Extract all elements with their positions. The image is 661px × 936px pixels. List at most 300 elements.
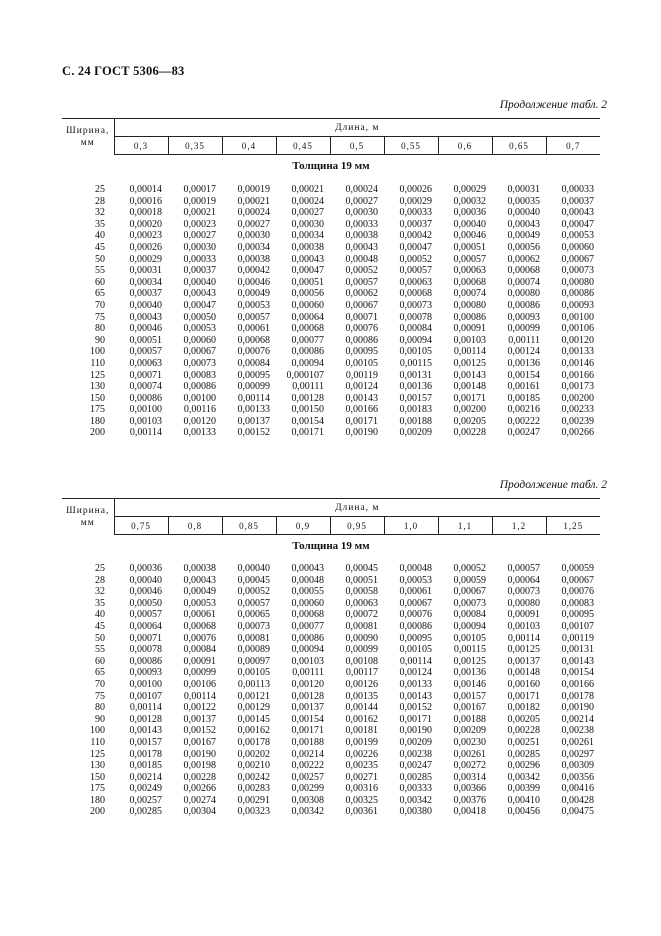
volume-cell: 0,00178 <box>237 736 270 748</box>
volume-cell: 0,00036 <box>453 207 486 219</box>
volume-cell: 0,00119 <box>561 632 594 644</box>
volume-cell: 0,00034 <box>291 230 324 242</box>
table-row <box>62 312 600 324</box>
table-row <box>62 783 600 795</box>
volume-cell: 0,00122 <box>183 702 216 714</box>
volume-cell: 0,00068 <box>453 276 486 288</box>
volume-cell: 0,00091 <box>183 655 216 667</box>
volume-cell: 0,00235 <box>345 760 378 772</box>
volume-cell: 0,00083 <box>183 369 216 381</box>
width-cell: 50 <box>95 253 105 265</box>
volume-cell: 0,00073 <box>399 299 432 311</box>
volume-cell: 0,00040 <box>453 218 486 230</box>
volume-cell: 0,00086 <box>345 334 378 346</box>
volume-cell: 0,00016 <box>129 195 162 207</box>
volume-cell: 0,00073 <box>237 620 270 632</box>
volume-cell: 0,00046 <box>129 323 162 335</box>
table-header <box>62 498 600 535</box>
width-cell: 80 <box>95 702 105 714</box>
volume-cell: 0,00114 <box>129 427 162 439</box>
volume-cell: 0,00283 <box>237 783 270 795</box>
table-row <box>62 656 600 668</box>
volume-cell: 0,00342 <box>507 771 540 783</box>
volume-cell: 0,00106 <box>561 323 594 335</box>
width-cell: 60 <box>95 655 105 667</box>
width-cell: 28 <box>95 195 105 207</box>
volume-cell: 0,00049 <box>183 586 216 598</box>
volume-cell: 0,00060 <box>183 334 216 346</box>
width-cell: 65 <box>95 288 105 300</box>
volume-cell: 0,00083 <box>561 597 594 609</box>
volume-cell: 0,00067 <box>399 597 432 609</box>
volume-cell: 0,00116 <box>183 404 216 416</box>
volume-cell: 0,00120 <box>183 415 216 427</box>
volume-cell: 0,00209 <box>453 725 486 737</box>
volume-cell: 0,00356 <box>561 771 594 783</box>
volume-cell: 0,00043 <box>291 563 324 574</box>
volume-cell: 0,00209 <box>399 427 432 439</box>
volume-cell: 0,00093 <box>507 311 540 323</box>
width-unit: мм <box>80 137 95 148</box>
volume-cell: 0,00061 <box>237 323 270 335</box>
volume-cell: 0,00081 <box>237 632 270 644</box>
data-table <box>62 184 600 439</box>
width-cell: 80 <box>95 323 105 335</box>
volume-cell: 0,00316 <box>345 783 378 795</box>
volume-cell: 0,00051 <box>345 574 378 586</box>
volume-cell: 0,00071 <box>129 369 162 381</box>
volume-cell: 0,00061 <box>399 586 432 598</box>
volume-cell: 0,00214 <box>291 748 324 760</box>
volume-cell: 0,00071 <box>345 311 378 323</box>
volume-cell: 0,00019 <box>183 195 216 207</box>
volume-cell: 0,00094 <box>453 620 486 632</box>
volume-cell: 0,00047 <box>561 218 594 230</box>
volume-cell: 0,00029 <box>453 184 486 195</box>
width-cell: 180 <box>90 794 105 806</box>
volume-cell: 0,00084 <box>237 357 270 369</box>
table-row <box>62 749 600 761</box>
width-cell: 45 <box>95 620 105 632</box>
volume-cell: 0,000107 <box>286 369 324 381</box>
length-header-cell: 0,7 <box>546 137 600 155</box>
volume-cell: 0,00100 <box>129 678 162 690</box>
volume-cell: 0,00040 <box>129 299 162 311</box>
volume-cell: 0,00167 <box>183 736 216 748</box>
volume-cell: 0,00049 <box>237 288 270 300</box>
width-cell: 200 <box>90 427 105 439</box>
volume-cell: 0,00099 <box>345 644 378 656</box>
volume-cell: 0,00251 <box>507 736 540 748</box>
volume-cell: 0,00080 <box>507 597 540 609</box>
volume-cell: 0,00030 <box>237 230 270 242</box>
volume-cell: 0,00274 <box>183 794 216 806</box>
volume-cell: 0,00052 <box>399 253 432 265</box>
width-cell: 40 <box>95 230 105 242</box>
volume-cell: 0,00074 <box>453 288 486 300</box>
volume-cell: 0,00091 <box>453 323 486 335</box>
volume-cell: 0,00247 <box>399 760 432 772</box>
volume-cell: 0,00428 <box>561 794 594 806</box>
volume-cell: 0,00051 <box>453 241 486 253</box>
volume-cell: 0,00043 <box>507 218 540 230</box>
volume-cell: 0,00038 <box>345 230 378 242</box>
volume-cell: 0,00095 <box>345 346 378 358</box>
volume-cell: 0,00057 <box>237 597 270 609</box>
volume-cell: 0,00067 <box>561 253 594 265</box>
table-row <box>62 667 600 679</box>
volume-cell: 0,00111 <box>292 381 324 393</box>
table-row <box>62 575 600 587</box>
volume-cell: 0,00133 <box>561 346 594 358</box>
volume-cell: 0,00115 <box>453 644 486 656</box>
volume-cell: 0,00094 <box>291 644 324 656</box>
width-cell: 200 <box>90 806 105 818</box>
length-header-cell: 0,55 <box>384 137 438 155</box>
table-row <box>62 196 600 208</box>
volume-cell: 0,00230 <box>453 736 486 748</box>
volume-cell: 0,00198 <box>183 760 216 772</box>
volume-cell: 0,00137 <box>237 415 270 427</box>
volume-cell: 0,00210 <box>237 760 270 772</box>
volume-cell: 0,00121 <box>237 690 270 702</box>
volume-cell: 0,00043 <box>129 311 162 323</box>
width-cell: 90 <box>95 713 105 725</box>
table-row <box>62 633 600 645</box>
volume-cell: 0,00131 <box>561 644 594 656</box>
volume-cell: 0,00078 <box>399 311 432 323</box>
table-row <box>62 609 600 621</box>
volume-cell: 0,00095 <box>399 632 432 644</box>
volume-cell: 0,00166 <box>345 404 378 416</box>
volume-cell: 0,00078 <box>129 644 162 656</box>
volume-cell: 0,00114 <box>237 392 270 404</box>
width-column-header <box>62 499 114 535</box>
volume-cell: 0,00093 <box>561 299 594 311</box>
volume-cell: 0,00333 <box>399 783 432 795</box>
volume-cell: 0,00135 <box>345 690 378 702</box>
volume-cell: 0,00171 <box>345 415 378 427</box>
volume-cell: 0,00026 <box>129 241 162 253</box>
volume-cell: 0,00190 <box>183 748 216 760</box>
length-header-cell: 0,5 <box>330 137 384 155</box>
length-header-cell: 1,25 <box>546 517 600 535</box>
volume-cell: 0,00166 <box>561 369 594 381</box>
volume-cell: 0,00124 <box>345 381 378 393</box>
width-cell: 125 <box>90 748 105 760</box>
volume-cell: 0,00222 <box>291 760 324 772</box>
volume-cell: 0,00050 <box>129 597 162 609</box>
volume-cell: 0,00160 <box>507 678 540 690</box>
volume-cell: 0,00249 <box>129 783 162 795</box>
volume-cell: 0,00056 <box>291 288 324 300</box>
volume-cell: 0,00146 <box>453 678 486 690</box>
volume-cell: 0,00261 <box>561 736 594 748</box>
volume-cell: 0,00171 <box>453 392 486 404</box>
volume-cell: 0,00152 <box>237 427 270 439</box>
volume-cell: 0,00063 <box>453 265 486 277</box>
volume-cell: 0,00154 <box>561 667 594 679</box>
width-cell: 28 <box>95 574 105 586</box>
volume-cell: 0,00060 <box>291 299 324 311</box>
volume-cell: 0,00111 <box>292 667 324 679</box>
volume-cell: 0,00162 <box>345 713 378 725</box>
volume-cell: 0,00166 <box>561 678 594 690</box>
volume-cell: 0,00018 <box>129 207 162 219</box>
volume-cell: 0,00064 <box>129 620 162 632</box>
continuation-note: Продолжение табл. 2 <box>499 479 607 491</box>
volume-cell: 0,00143 <box>129 725 162 737</box>
volume-cell: 0,00027 <box>345 195 378 207</box>
width-cell: 125 <box>90 369 105 381</box>
table-row <box>62 772 600 784</box>
volume-cell: 0,00285 <box>399 771 432 783</box>
volume-cell: 0,00103 <box>507 620 540 632</box>
width-cell: 175 <box>90 404 105 416</box>
volume-cell: 0,00228 <box>183 771 216 783</box>
volume-cell: 0,00053 <box>237 299 270 311</box>
volume-cell: 0,00342 <box>399 794 432 806</box>
volume-cell: 0,00131 <box>399 369 432 381</box>
volume-cell: 0,00216 <box>507 404 540 416</box>
volume-cell: 0,00043 <box>561 207 594 219</box>
volume-cell: 0,00073 <box>453 597 486 609</box>
volume-cell: 0,00086 <box>183 381 216 393</box>
width-cell: 175 <box>90 783 105 795</box>
volume-cell: 0,00057 <box>399 265 432 277</box>
volume-cell: 0,00068 <box>399 288 432 300</box>
volume-cell: 0,00185 <box>129 760 162 772</box>
table-row <box>62 265 600 277</box>
volume-cell: 0,00052 <box>345 265 378 277</box>
volume-cell: 0,00125 <box>453 357 486 369</box>
volume-cell: 0,00247 <box>507 427 540 439</box>
volume-cell: 0,00060 <box>291 597 324 609</box>
volume-cell: 0,00162 <box>237 725 270 737</box>
volume-cell: 0,00188 <box>453 713 486 725</box>
volume-cell: 0,00095 <box>561 609 594 621</box>
volume-cell: 0,00190 <box>399 725 432 737</box>
volume-cell: 0,00049 <box>507 230 540 242</box>
volume-cell: 0,00067 <box>453 586 486 598</box>
volume-cell: 0,00046 <box>129 586 162 598</box>
volume-cell: 0,00103 <box>291 655 324 667</box>
volume-cell: 0,00034 <box>129 276 162 288</box>
volume-cell: 0,00133 <box>183 427 216 439</box>
volume-cell: 0,00058 <box>345 586 378 598</box>
volume-cell: 0,00342 <box>291 806 324 818</box>
volume-cell: 0,00030 <box>183 241 216 253</box>
volume-cell: 0,00047 <box>291 265 324 277</box>
volume-cell: 0,00171 <box>291 725 324 737</box>
volume-cell: 0,00024 <box>345 184 378 195</box>
volume-cell: 0,00136 <box>507 357 540 369</box>
volume-cell: 0,00117 <box>345 667 378 679</box>
table-row <box>62 598 600 610</box>
volume-cell: 0,00171 <box>291 427 324 439</box>
volume-cell: 0,00040 <box>183 276 216 288</box>
length-column-header: Длина, м <box>114 119 600 137</box>
volume-cell: 0,00148 <box>507 667 540 679</box>
volume-cell: 0,00157 <box>453 690 486 702</box>
table-row <box>62 714 600 726</box>
volume-cell: 0,00077 <box>291 334 324 346</box>
thickness-label: Толщина 19 мм <box>292 160 370 172</box>
width-cell: 100 <box>90 346 105 358</box>
volume-cell: 0,00183 <box>399 404 432 416</box>
page-header: С. 24 ГОСТ 5306—83 <box>62 64 185 78</box>
width-cell: 150 <box>90 392 105 404</box>
volume-cell: 0,00045 <box>345 563 378 574</box>
volume-cell: 0,00242 <box>237 771 270 783</box>
volume-cell: 0,00057 <box>129 609 162 621</box>
volume-cell: 0,00030 <box>291 218 324 230</box>
volume-cell: 0,00238 <box>561 725 594 737</box>
volume-cell: 0,00077 <box>291 620 324 632</box>
volume-cell: 0,00074 <box>507 276 540 288</box>
volume-cell: 0,00086 <box>291 632 324 644</box>
volume-cell: 0,00125 <box>453 655 486 667</box>
volume-cell: 0,00129 <box>237 702 270 714</box>
volume-cell: 0,00043 <box>183 288 216 300</box>
volume-cell: 0,00076 <box>237 346 270 358</box>
volume-cell: 0,00089 <box>237 644 270 656</box>
volume-cell: 0,00030 <box>345 207 378 219</box>
volume-cell: 0,00021 <box>183 207 216 219</box>
volume-cell: 0,00133 <box>237 404 270 416</box>
volume-cell: 0,00027 <box>183 230 216 242</box>
volume-cell: 0,00014 <box>129 184 162 195</box>
volume-cell: 0,00133 <box>399 678 432 690</box>
table-row <box>62 254 600 266</box>
volume-cell: 0,00040 <box>129 574 162 586</box>
volume-cell: 0,00107 <box>561 620 594 632</box>
volume-cell: 0,00091 <box>507 609 540 621</box>
volume-cell: 0,00068 <box>291 609 324 621</box>
volume-cell: 0,00171 <box>507 690 540 702</box>
width-cell: 90 <box>95 334 105 346</box>
width-cell: 32 <box>95 586 105 598</box>
width-cell: 110 <box>90 357 105 369</box>
table-row <box>62 621 600 633</box>
volume-cell: 0,00071 <box>129 632 162 644</box>
volume-cell: 0,00031 <box>507 184 540 195</box>
table-row <box>62 207 600 219</box>
table-row <box>62 702 600 714</box>
volume-cell: 0,00361 <box>345 806 378 818</box>
volume-cell: 0,00048 <box>291 574 324 586</box>
volume-cell: 0,00105 <box>399 346 432 358</box>
volume-cell: 0,00081 <box>345 620 378 632</box>
volume-cell: 0,00199 <box>345 736 378 748</box>
width-cell: 25 <box>95 563 105 574</box>
volume-cell: 0,00105 <box>399 644 432 656</box>
width-cell: 55 <box>95 265 105 277</box>
volume-cell: 0,00053 <box>183 597 216 609</box>
volume-cell: 0,00080 <box>507 288 540 300</box>
volume-cell: 0,00023 <box>129 230 162 242</box>
volume-cell: 0,00097 <box>237 655 270 667</box>
volume-cell: 0,00178 <box>561 690 594 702</box>
volume-cell: 0,00291 <box>237 794 270 806</box>
volume-cell: 0,00076 <box>345 323 378 335</box>
volume-cell: 0,00205 <box>507 713 540 725</box>
volume-cell: 0,00124 <box>507 346 540 358</box>
table-row <box>62 737 600 749</box>
table-row <box>62 644 600 656</box>
volume-cell: 0,00137 <box>291 702 324 714</box>
volume-cell: 0,00042 <box>399 230 432 242</box>
volume-cell: 0,00042 <box>237 265 270 277</box>
volume-cell: 0,00271 <box>345 771 378 783</box>
volume-cell: 0,00148 <box>453 381 486 393</box>
width-label: Ширина, <box>66 505 110 516</box>
volume-cell: 0,00145 <box>237 713 270 725</box>
table-row <box>62 358 600 370</box>
volume-cell: 0,00120 <box>291 678 324 690</box>
volume-cell: 0,00057 <box>345 276 378 288</box>
width-cell: 70 <box>95 299 105 311</box>
volume-cell: 0,00261 <box>453 748 486 760</box>
volume-cell: 0,00027 <box>237 218 270 230</box>
volume-cell: 0,00067 <box>561 574 594 586</box>
volume-cell: 0,00073 <box>561 265 594 277</box>
volume-cell: 0,00021 <box>291 184 324 195</box>
volume-cell: 0,00154 <box>507 369 540 381</box>
volume-cell: 0,00128 <box>291 690 324 702</box>
volume-cell: 0,00032 <box>453 195 486 207</box>
volume-cell: 0,00143 <box>399 690 432 702</box>
volume-cell: 0,00266 <box>561 427 594 439</box>
volume-cell: 0,00065 <box>237 609 270 621</box>
volume-cell: 0,00100 <box>129 404 162 416</box>
length-column-header: Длина, м <box>114 499 600 517</box>
table-row <box>62 230 600 242</box>
volume-cell: 0,00060 <box>561 241 594 253</box>
volume-cell: 0,00285 <box>507 748 540 760</box>
volume-cell: 0,00099 <box>237 381 270 393</box>
length-header-cell: 0,6 <box>438 137 492 155</box>
table-row <box>62 416 600 428</box>
volume-cell: 0,00100 <box>561 311 594 323</box>
volume-cell: 0,00043 <box>345 241 378 253</box>
table-row <box>62 219 600 231</box>
volume-cell: 0,00107 <box>129 690 162 702</box>
volume-cell: 0,00200 <box>561 392 594 404</box>
volume-cell: 0,00040 <box>507 207 540 219</box>
table-row <box>62 795 600 807</box>
volume-cell: 0,00167 <box>453 702 486 714</box>
width-cell: 45 <box>95 241 105 253</box>
volume-cell: 0,00051 <box>291 276 324 288</box>
volume-cell: 0,00146 <box>561 357 594 369</box>
volume-cell: 0,00055 <box>291 586 324 598</box>
volume-cell: 0,00086 <box>129 392 162 404</box>
width-cell: 65 <box>95 667 105 679</box>
volume-cell: 0,00084 <box>399 323 432 335</box>
volume-cell: 0,00205 <box>453 415 486 427</box>
volume-cell: 0,00052 <box>237 586 270 598</box>
volume-cell: 0,00154 <box>291 415 324 427</box>
volume-cell: 0,00046 <box>237 276 270 288</box>
volume-cell: 0,00038 <box>183 563 216 574</box>
volume-cell: 0,00105 <box>237 667 270 679</box>
table-row <box>62 288 600 300</box>
volume-cell: 0,00143 <box>453 369 486 381</box>
volume-cell: 0,00053 <box>183 323 216 335</box>
volume-cell: 0,00037 <box>399 218 432 230</box>
volume-cell: 0,00202 <box>237 748 270 760</box>
